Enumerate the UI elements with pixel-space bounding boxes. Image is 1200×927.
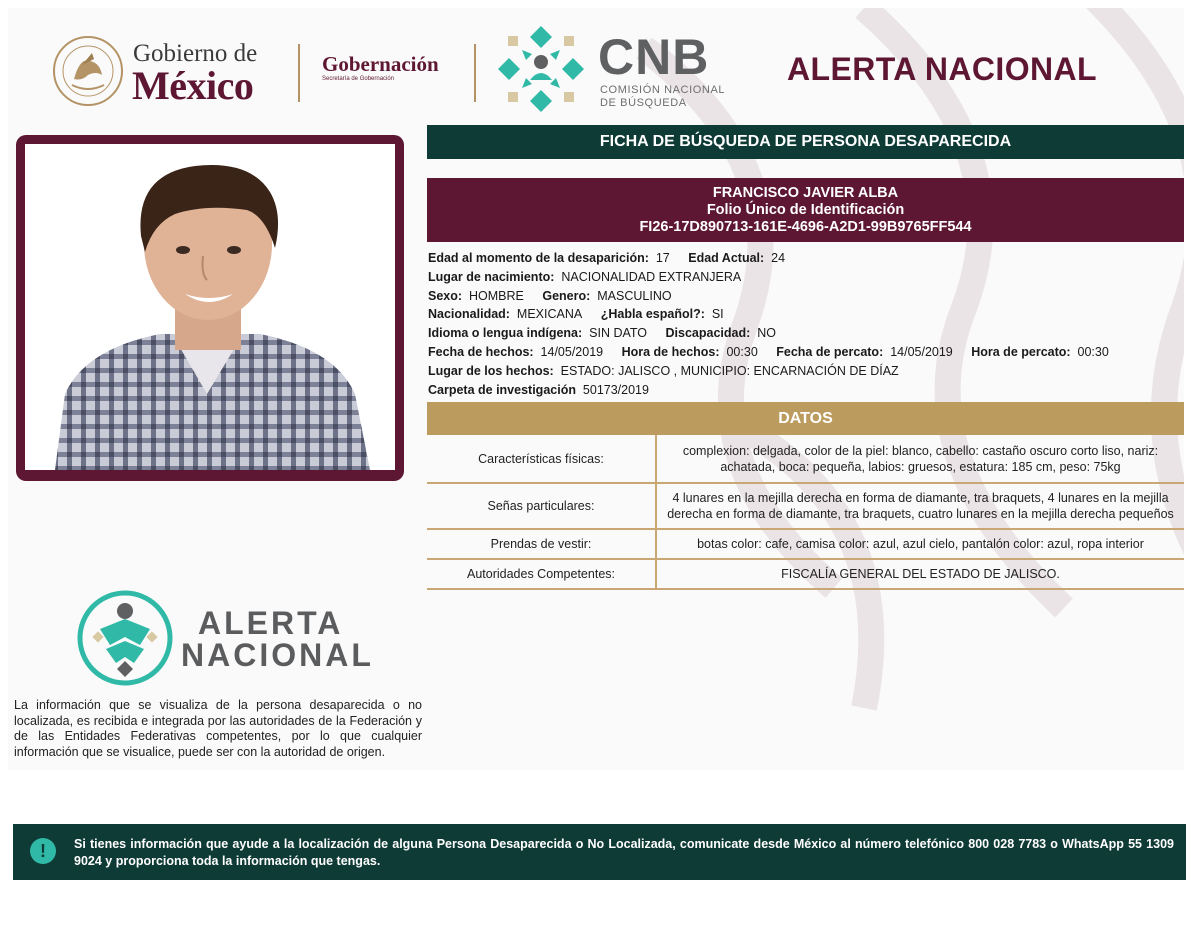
cnb-acronym: CNB [598, 29, 710, 85]
value: NACIONALIDAD EXTRANJERA [561, 269, 742, 284]
value: 50173/2019 [582, 382, 649, 397]
value: 14/05/2019 [540, 344, 604, 359]
person-info [428, 249, 1124, 399]
label: Fecha de hechos: [428, 344, 534, 359]
secretaria-text: Secretaría de Gobernación [322, 76, 395, 82]
person-portrait-icon [25, 144, 395, 470]
row-label: Autoridades Competentes: [427, 559, 656, 589]
value: HOMBRE [469, 288, 524, 303]
header-divider [298, 44, 300, 102]
label: Genero: [542, 288, 591, 303]
folio-number: FI26-17D890713-161E-4696-A2D1-99B9765FF544 [639, 218, 972, 235]
row-label: Prendas de vestir: [427, 529, 656, 559]
row-label: Características físicas: [427, 435, 656, 483]
label: Edad Actual: [688, 251, 765, 265]
label: Discapacidad: [665, 326, 751, 341]
table-row [427, 483, 1184, 529]
value: 17 [655, 251, 670, 265]
row-label: Señas particulares: [427, 483, 656, 529]
photo-frame [16, 135, 404, 481]
mexico-seal-icon [52, 35, 124, 107]
disclaimer-text: La información que se visualiza de la persona desaparecida o no localizada, es recibida e integrada por las autoridades de la Federación y de las Entidades Federativas competentes, por lo que cualquier información que se visualice, puede ser con la autoridad de origen. [14, 698, 422, 759]
label: Edad al momento de la desaparición: [428, 251, 649, 265]
label: ¿Habla español?: [600, 307, 705, 322]
ficha-title: FICHA DE BÚSQUEDA DE PERSONA DESAPARECIDA [427, 125, 1184, 159]
value: 00:30 [1077, 344, 1109, 359]
label: Lugar de los hechos: [428, 363, 554, 378]
person-header [427, 178, 1184, 242]
cnb-name-line1: COMISIÓN NACIONAL [600, 84, 726, 96]
value: 24 [771, 251, 786, 265]
value: 14/05/2019 [890, 344, 953, 359]
person-photo [25, 144, 395, 470]
header-divider [474, 44, 476, 102]
exclamation-icon: ! [30, 838, 56, 864]
value: SIN DATO [589, 326, 648, 341]
label: Fecha de percato: [776, 344, 884, 359]
row-value: complexion: delgada, color de la piel: blanco, cabello: castaño oscuro corto liso, nariz: achatada, boca: pequeña, labios: gruesos, estatura: 185 cm, peso: 75kg [656, 435, 1184, 483]
label: Lugar de nacimiento: [428, 269, 555, 284]
folio-label: Folio Único de Identificación [706, 201, 905, 218]
value: 00:30 [726, 344, 758, 359]
alert-title: ALERTA NACIONAL [787, 51, 1097, 87]
label: Nacionalidad: [428, 307, 510, 322]
gobernacion-text: Gobernación [322, 52, 439, 76]
value: ESTADO: JALISCO , MUNICIPIO: ENCARNACIÓN DE DÍAZ [560, 363, 899, 378]
table-row [427, 435, 1184, 483]
table-row [427, 559, 1184, 589]
label: Carpeta de investigación [428, 382, 576, 397]
label: Hora de hechos: [621, 344, 720, 359]
row-value: FISCALÍA GENERAL DEL ESTADO DE JALISCO. [656, 559, 1184, 589]
alerta-logo-line2: NACIONAL [181, 637, 374, 673]
label: Sexo: [428, 288, 463, 303]
table-row [427, 529, 1184, 559]
cnb-name-line2: DE BÚSQUEDA [600, 97, 687, 109]
value: SI [711, 307, 724, 322]
label: Idioma o lengua indígena: [428, 326, 583, 341]
datos-title: DATOS [427, 402, 1184, 435]
value: MEXICANA [516, 307, 583, 322]
footer-text: Si tienes información que ayude a la localización de alguna Persona Desaparecida o No Localizada, comunicate desde México al número telefónico 800 028 7783 o WhatsApp 55 1309 9024 y proporciona toda la información que tengas. [74, 837, 1174, 868]
alerta-nacional-logo-icon [76, 589, 174, 687]
alerta-logo-line1: ALERTA [198, 605, 344, 641]
gobierno-de-text: Gobierno de [133, 40, 258, 67]
footer-banner [13, 824, 1186, 880]
person-name: FRANCISCO JAVIER ALBA [712, 184, 899, 201]
value: MASCULINO [597, 288, 672, 303]
row-value: botas color: cafe, camisa color: azul, azul cielo, pantalón color: azul, ropa interior [656, 529, 1184, 559]
row-value: 4 lunares en la mejilla derecha en forma de diamante, tra braquets, 4 lunares en la mejilla derecha en forma de diamante, tra braquets, cuatro lunares en la mejilla derecha pequeños [656, 483, 1184, 529]
cnb-logo-icon [494, 22, 588, 116]
mexico-text: México [132, 63, 254, 108]
label: Hora de percato: [971, 344, 1071, 359]
datos-table [427, 435, 1184, 590]
value: NO [757, 326, 776, 341]
